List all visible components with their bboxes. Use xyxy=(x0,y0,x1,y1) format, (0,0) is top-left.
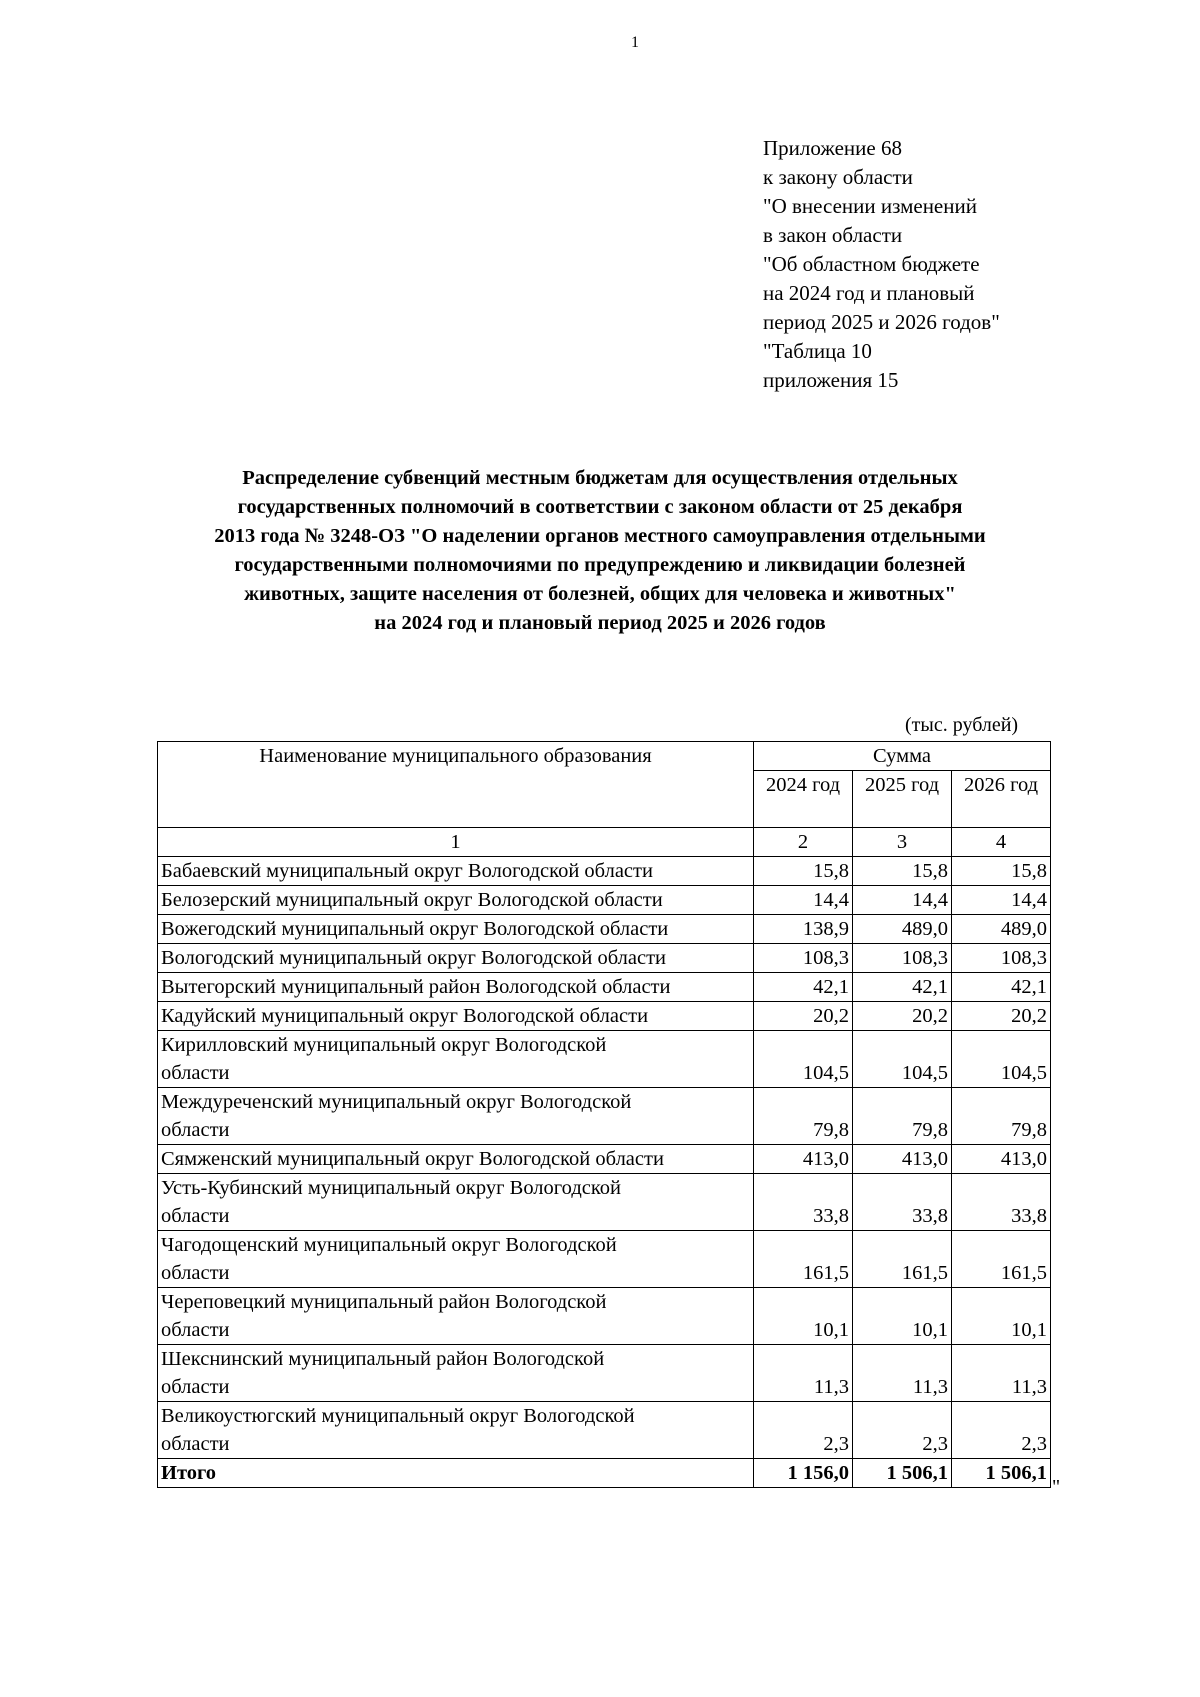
amount-2024: 20,2 xyxy=(754,1002,853,1031)
municipality-name xyxy=(158,973,754,1002)
appendix-line: в закон области xyxy=(763,223,903,247)
municipality-name xyxy=(158,944,754,973)
amount-2026: 20,2 xyxy=(952,1002,1051,1031)
amount-2025: 489,0 xyxy=(853,915,952,944)
table-body xyxy=(158,857,1051,1459)
table-row xyxy=(158,1402,1051,1459)
municipality-name-line: Бабаевский муниципальный округ Вологодской области xyxy=(161,860,653,882)
amount-2024: 11,3 xyxy=(754,1345,853,1402)
amount-2026: 79,8 xyxy=(952,1088,1051,1145)
table-row xyxy=(158,1145,1051,1174)
municipality-name xyxy=(158,915,754,944)
amount-2026: 15,8 xyxy=(952,857,1051,886)
column-number: 3 xyxy=(853,828,952,857)
municipality-name xyxy=(158,1145,754,1174)
municipality-name xyxy=(158,1231,754,1288)
amount-2024: 33,8 xyxy=(754,1174,853,1231)
municipality-name xyxy=(158,1031,754,1088)
amount-2025: 20,2 xyxy=(853,1002,952,1031)
table-row xyxy=(158,1345,1051,1402)
amount-2026: 489,0 xyxy=(952,915,1051,944)
municipality-name-line: Белозерский муниципальный округ Вологодской области xyxy=(161,889,663,911)
total-2024: 1 156,0 xyxy=(754,1459,853,1488)
amount-2024: 42,1 xyxy=(754,973,853,1002)
appendix-line: к закону области xyxy=(763,165,913,189)
header-year-2025: 2025 год xyxy=(853,771,952,828)
table-row xyxy=(158,857,1051,886)
municipality-name-line: Усть-Кубинский муниципальный округ Вологодской xyxy=(161,1177,621,1199)
amount-2024: 15,8 xyxy=(754,857,853,886)
amount-2024: 2,3 xyxy=(754,1402,853,1459)
subvention-table xyxy=(157,741,1051,1488)
amount-2025: 413,0 xyxy=(853,1145,952,1174)
municipality-name xyxy=(158,1174,754,1231)
amount-2024: 79,8 xyxy=(754,1088,853,1145)
municipality-name-line: Кирилловский муниципальный округ Вологодской xyxy=(161,1034,607,1056)
municipality-name-line: области xyxy=(161,1262,230,1284)
municipality-name-line: Вожегодский муниципальный округ Вологодской области xyxy=(161,918,669,940)
table-row xyxy=(158,1088,1051,1145)
header-year-2024: 2024 год xyxy=(754,771,853,828)
amount-2026: 161,5 xyxy=(952,1231,1051,1288)
appendix-line: "Таблица 10 xyxy=(763,339,872,363)
municipality-name-line: области xyxy=(161,1205,230,1227)
amount-2024: 104,5 xyxy=(754,1031,853,1088)
total-row xyxy=(158,1459,1051,1488)
amount-2025: 42,1 xyxy=(853,973,952,1002)
municipality-name-line: области xyxy=(161,1062,230,1084)
table-row xyxy=(158,1002,1051,1031)
amount-2025: 79,8 xyxy=(853,1088,952,1145)
table-row xyxy=(158,1031,1051,1088)
amount-2025: 15,8 xyxy=(853,857,952,886)
amount-2025: 14,4 xyxy=(853,886,952,915)
total-2025: 1 506,1 xyxy=(853,1459,952,1488)
total-label: Итого xyxy=(158,1459,754,1488)
municipality-name xyxy=(158,1288,754,1345)
header-name: Наименование муниципального образования xyxy=(158,742,754,828)
table-row xyxy=(158,944,1051,973)
municipality-name-line: области xyxy=(161,1433,230,1455)
amount-2025: 104,5 xyxy=(853,1031,952,1088)
amount-2025: 161,5 xyxy=(853,1231,952,1288)
closing-quote: " xyxy=(1052,1476,1061,1498)
amount-2026: 42,1 xyxy=(952,973,1051,1002)
appendix-reference xyxy=(763,134,1000,395)
header-sum: Сумма xyxy=(754,742,1051,771)
amount-2024: 161,5 xyxy=(754,1231,853,1288)
municipality-name-line: Междуреченский муниципальный округ Вологодской xyxy=(161,1091,632,1113)
table-row xyxy=(158,973,1051,1002)
amount-2025: 108,3 xyxy=(853,944,952,973)
appendix-line: Приложение 68 xyxy=(763,136,902,160)
amount-2026: 2,3 xyxy=(952,1402,1051,1459)
amount-2025: 10,1 xyxy=(853,1288,952,1345)
title-line: 2013 года № 3248-ОЗ "О наделении органов местного самоуправления отдельными xyxy=(214,525,986,547)
municipality-name-line: Чагодощенский муниципальный округ Вологодской xyxy=(161,1234,617,1256)
amount-2026: 413,0 xyxy=(952,1145,1051,1174)
table-row xyxy=(158,1174,1051,1231)
municipality-name-line: Вологодский муниципальный округ Вологодской области xyxy=(161,947,667,969)
amount-2026: 108,3 xyxy=(952,944,1051,973)
municipality-name-line: области xyxy=(161,1319,230,1341)
appendix-line: приложения 15 xyxy=(763,368,899,392)
amount-2024: 138,9 xyxy=(754,915,853,944)
amount-2025: 2,3 xyxy=(853,1402,952,1459)
municipality-name-line: Вытегорский муниципальный район Вологодской области xyxy=(161,976,671,998)
title-line: Распределение субвенций местным бюджетам для осуществления отдельных xyxy=(242,467,958,489)
table-row xyxy=(158,1288,1051,1345)
municipality-name-line: Сямженский муниципальный округ Вологодской области xyxy=(161,1148,664,1170)
amount-2026: 14,4 xyxy=(952,886,1051,915)
title-line: на 2024 год и плановый период 2025 и 2026 годов xyxy=(374,612,826,634)
title-line: государственными полномочиями по предупреждению и ликвидации болезней xyxy=(234,554,966,576)
amount-2024: 14,4 xyxy=(754,886,853,915)
units-label: (тыс. рублей) xyxy=(905,714,1019,736)
municipality-name xyxy=(158,1002,754,1031)
municipality-name-line: Череповецкий муниципальный район Вологодской xyxy=(161,1291,607,1313)
column-number: 4 xyxy=(952,828,1051,857)
municipality-name-line: Кадуйский муниципальный округ Вологодской области xyxy=(161,1005,649,1027)
municipality-name xyxy=(158,1088,754,1145)
appendix-line: "О внесении изменений xyxy=(763,194,977,218)
appendix-line: период 2025 и 2026 годов" xyxy=(763,310,1000,334)
amount-2024: 413,0 xyxy=(754,1145,853,1174)
municipality-name xyxy=(158,1402,754,1459)
table-row xyxy=(158,1231,1051,1288)
municipality-name xyxy=(158,857,754,886)
municipality-name xyxy=(158,886,754,915)
title-line: государственных полномочий в соответствии с законом области от 25 декабря xyxy=(237,496,963,518)
municipality-name-line: области xyxy=(161,1376,230,1398)
document-title xyxy=(140,464,1060,638)
municipality-name-line: Шекснинский муниципальный район Вологодской xyxy=(161,1348,605,1370)
page-number: 1 xyxy=(631,34,639,51)
amount-2026: 104,5 xyxy=(952,1031,1051,1088)
amount-2026: 33,8 xyxy=(952,1174,1051,1231)
column-number: 2 xyxy=(754,828,853,857)
amount-2026: 10,1 xyxy=(952,1288,1051,1345)
amount-2024: 10,1 xyxy=(754,1288,853,1345)
municipality-name-line: области xyxy=(161,1119,230,1141)
amount-2024: 108,3 xyxy=(754,944,853,973)
amount-2025: 33,8 xyxy=(853,1174,952,1231)
table-row xyxy=(158,886,1051,915)
header-year-2026: 2026 год xyxy=(952,771,1051,828)
table-row xyxy=(158,915,1051,944)
column-number: 1 xyxy=(158,828,754,857)
amount-2025: 11,3 xyxy=(853,1345,952,1402)
amount-2026: 11,3 xyxy=(952,1345,1051,1402)
title-line: животных, защите населения от болезней, общих для человека и животных" xyxy=(244,583,956,605)
municipality-name xyxy=(158,1345,754,1402)
municipality-name-line: Великоустюгский муниципальный округ Вологодской xyxy=(161,1405,635,1427)
appendix-line: на 2024 год и плановый xyxy=(763,281,975,305)
total-2026: 1 506,1 xyxy=(952,1459,1051,1488)
appendix-line: "Об областном бюджете xyxy=(763,252,980,276)
